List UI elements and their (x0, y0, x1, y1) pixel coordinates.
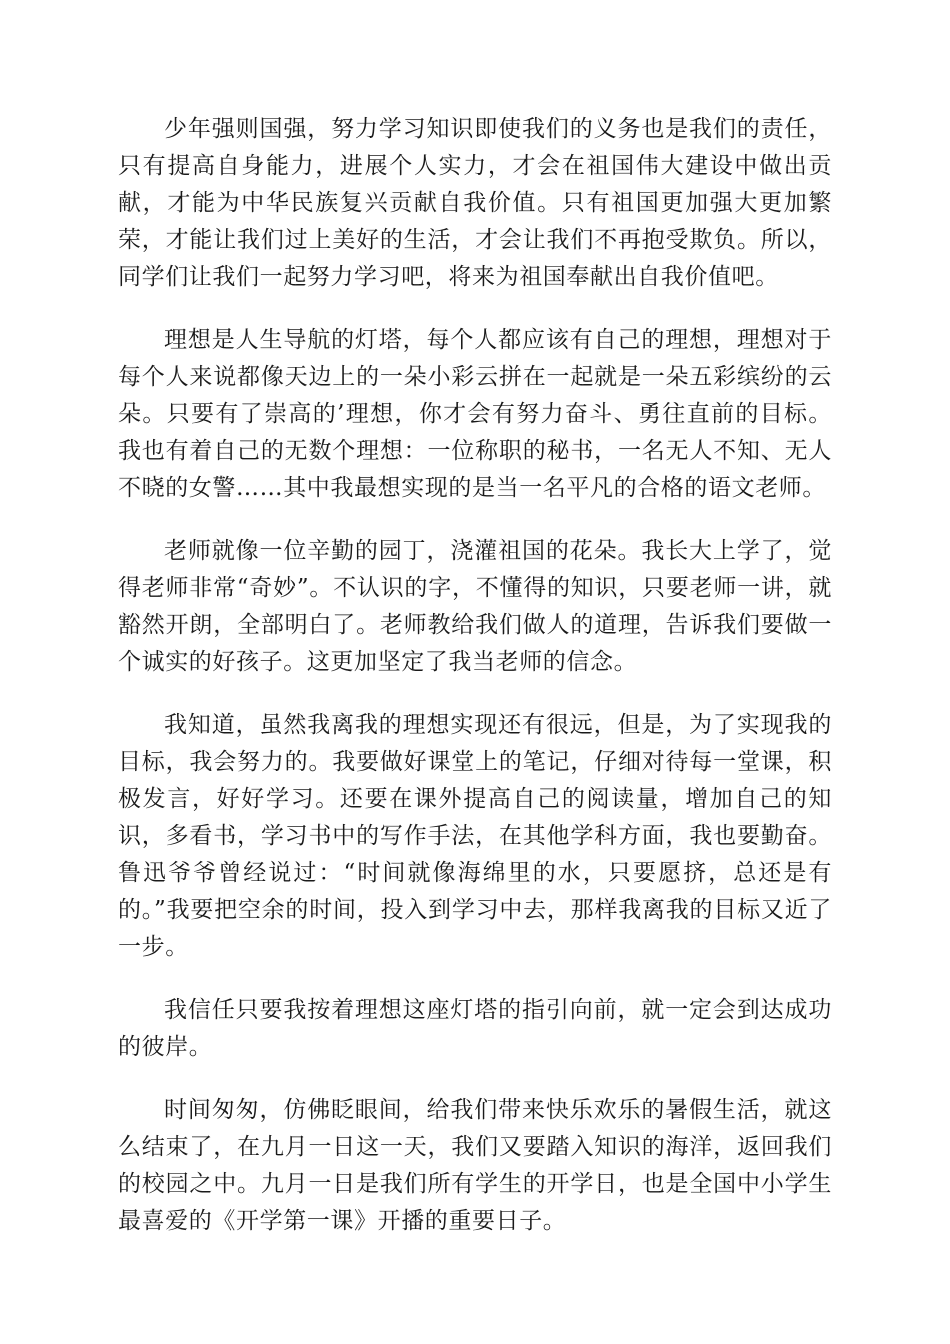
paragraph-6: 时间匆匆，仿佛眨眼间，给我们带来快乐欢乐的暑假生活，就这么结束了，在九月一日这一天，我们又要踏入知识的海洋，返回我们的校园之中。九月一日是我们所有学生的开学日，也是全国中小学生最喜爱的《开学第一课》开播的重要日子。 (118, 1097, 832, 1234)
paragraph-1: 少年强则国强，努力学习知识即使我们的义务也是我们的责任，只有提高自身能力，进展个人实力，才会在祖国伟大建设中做出贡献，才能为中华民族复兴贡献自我价值。只有祖国更加强大更加繁荣，才能让我们过上美好的生活，才会让我们不再抱受欺负。所以，同学们让我们一起努力学习吧，将来为祖国奉献出自我价值吧。 (118, 116, 832, 290)
paragraph-4: 我知道，虽然我离我的理想实现还有很远，但是，为了实现我的目标，我会努力的。我要做好课堂上的笔记，仔细对待每一堂课，积极发言，好好学习。还要在课外提高自己的阅读量，增加自己的知识，多看书，学习书中的写作手法，在其他学科方面，我也要勤奋。鲁迅爷爷曾经说过：“时间就像海绵里的水，只要愿挤，总还是有的。”我要把空余的时间，投入到学习中去，那样我离我的目标又近了一步。 (118, 712, 832, 960)
paragraph-3: 老师就像一位辛勤的园丁，浇灌祖国的花朵。我长大上学了，觉得老师非常“奇妙”。不认识的字，不懂得的知识，只要老师一讲，就豁然开朗，全部明白了。老师教给我们做人的道理，告诉我们要做一个诚实的好孩子。这更加坚定了我当老师的信念。 (118, 538, 832, 675)
document-body (118, 111, 832, 1266)
paragraph-5: 我信任只要我按着理想这座灯塔的指引向前，就一定会到达成功的彼岸。 (118, 997, 832, 1060)
paragraph-2: 理想是人生导航的灯塔，每个人都应该有自己的理想，理想对于每个人来说都像天边上的一朵小彩云拼在一起就是一朵五彩缤纷的云朵。只要有了崇高的’理想，你才会有努力奋斗、勇往直前的目标。我也有着自己的无数个理想：一位称职的秘书，一名无人不知、无人不晓的女警……其中我最想实现的是当一名平凡的合格的语文老师。 (118, 327, 832, 501)
